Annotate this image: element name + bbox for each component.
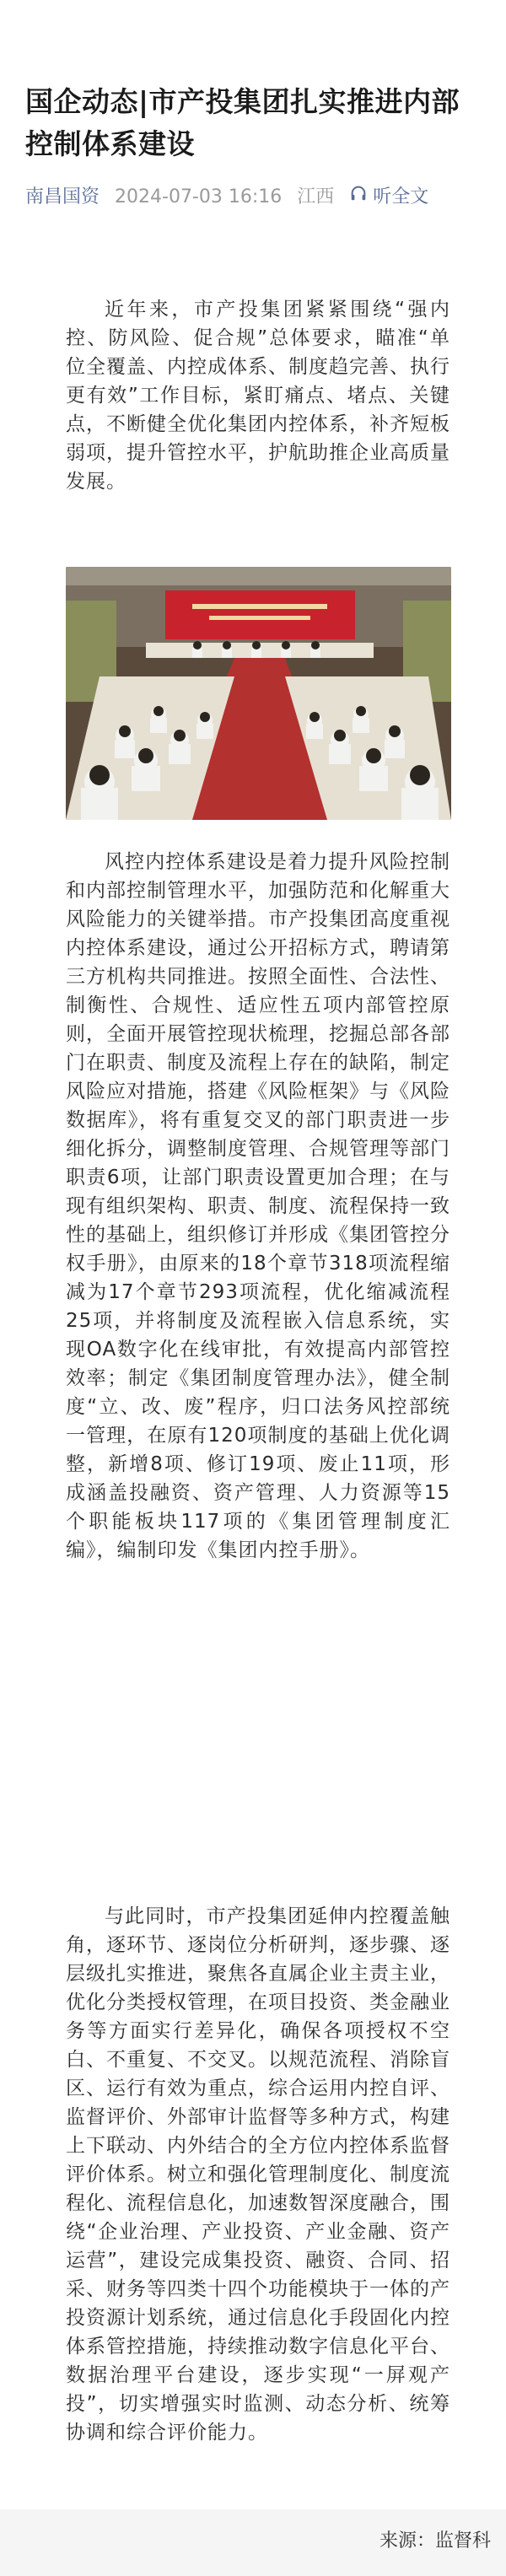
article-meta xyxy=(25,184,485,210)
article-paragraph-1: 近年来，市产投集团紧紧围绕“强内控、防风险、促合规”总体要求，瞄准“单位全覆盖、内控成体系、制度趋完善、执行更有效”工作目标，紧盯痛点、堵点、关键点，不断健全优化集团内控体系，补齐短板弱项，提升管控水平，护航助推企业高质量发展。 xyxy=(66,299,450,493)
article-paragraph-2: 风控内控体系建设是着力提升风险控制和内部控制管理水平，加强防范和化解重大风险能力的关键举措。市产投集团高度重视内控体系建设，通过公开招标方式，聘请第三方机构共同推进。按照全面性、合法性、制衡性、合规性、适应性五项内部管控原则，全面开展管控现状梳理，挖掘总部各部门在职责、制度及流程上存在的缺陷，制定风险应对措施，搭建《风险框架》与《风险数据库》，将有重复交叉的部门职责进一步细化拆分，调整制度管理、合规管理等部门职责6项，让部门职责设置更加合理；在与现有组织架构、职责、制度、流程保持一致性的基础上，组织修订并形成《集团管控分权手册》，由原来的18个章节318项流程缩减为17个章节293项流程，优化缩减流程25项，并将制度及流程嵌入信息系统，实现OA数字化在线审批，有效提高内部管控效率；制定《集团制度管理办法》，健全制度“立、改、废”程序，归口法务风控部统一管理，在原有120项制度的基础上优化调整，新增8项、修订19项、废止11项，形成涵盖投融资、资产管理、人力资源等15个职能板块117项的《集团管理制度汇编》，编制印发《集团内控手册》。 xyxy=(66,851,450,1561)
listen-full-label: 听全文 xyxy=(373,186,429,207)
meeting-photo xyxy=(66,567,451,820)
publish-region: 江西 xyxy=(297,186,335,207)
listen-full-button[interactable] xyxy=(349,184,428,210)
article-title: 国企动态|市产投集团扎实推进内部控制体系建设 xyxy=(25,85,460,160)
publish-time: 2024-07-03 16:16 xyxy=(115,186,283,207)
account-name-link[interactable]: 南昌国资 xyxy=(25,186,100,207)
footer-source-label: 来源：监督科 xyxy=(379,2530,491,2552)
article-paragraph-3: 与此同时，市产投集团延伸内控覆盖触角，逐环节、逐岗位分析研判，逐步骤、逐层级扎实推进，聚焦各直属企业主责主业，优化分类授权管理，在项目投资、类金融业务等方面实行差异化，确保各项授权不空白、不重复、不交叉。以规范流程、消除盲区、运行有效为重点，综合运用内控自评、监督评价、外部审计监督等多种方式，构建上下联动、内外结合的全方位内控体系监督评价体系。树立和强化管理制度化、制度流程化、流程信息化，加速数智深度融合，围绕“企业治理、产业投资、产业金融、资产运营”，建设完成集投资、融资、合同、招采、财务等四类十四个功能模块于一体的产投资源计划系统，通过信息化手段固化内控体系管控措施，持续推动数字信息化平台、数据治理平台建设，逐步实现“一屏观产投”，切实增强实时监测、动态分析、统筹协调和综合评价能力。 xyxy=(66,1905,450,2444)
headphones-icon xyxy=(349,184,373,210)
article-footer xyxy=(0,2509,506,2576)
